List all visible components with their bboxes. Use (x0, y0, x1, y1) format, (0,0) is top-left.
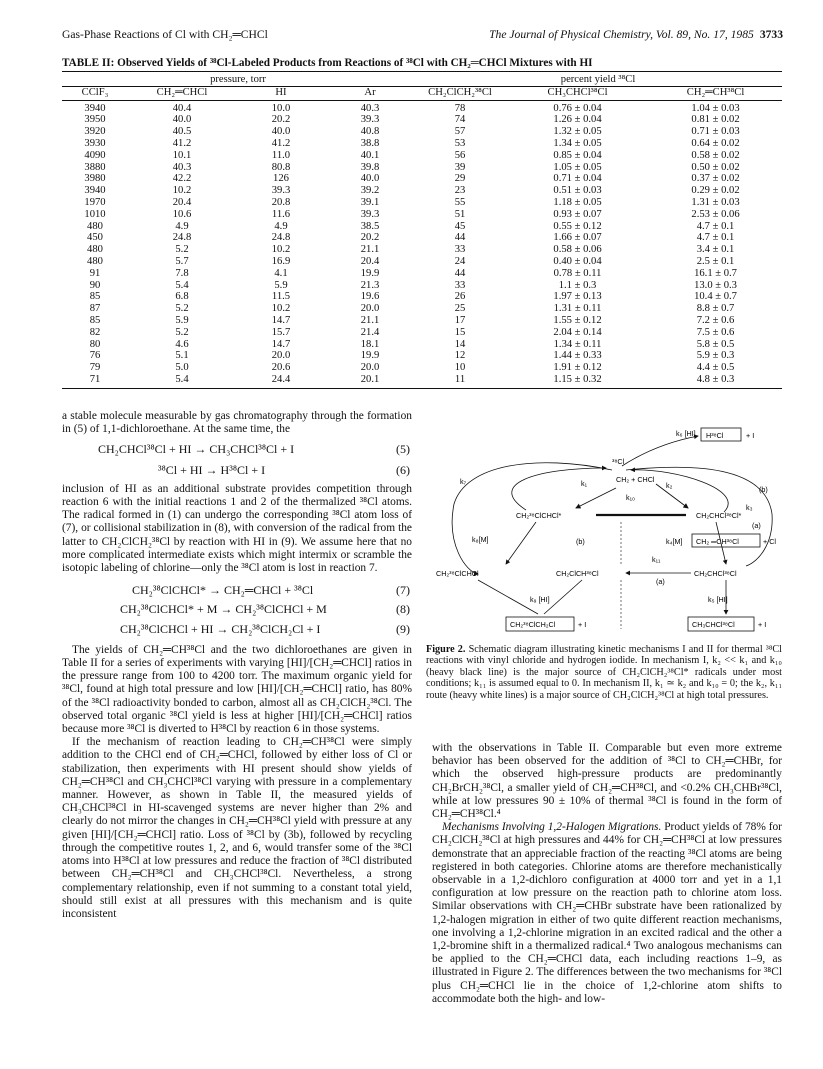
table-cell: 126 (273, 173, 289, 185)
table-cell: 76 (89, 350, 101, 362)
table-row (62, 114, 782, 126)
label-prod1: CH₂³⁸ClCH₂Cl (510, 620, 556, 629)
table-cell: 1.32 ± 0.05 (553, 126, 602, 138)
table-cell: 0.51 ± 0.03 (553, 185, 602, 197)
table-row (62, 362, 782, 374)
table-cell: 3920 (84, 126, 106, 138)
table-cell: 44 (454, 267, 466, 279)
section-heading: Mechanisms Involving 1,2-Halogen Migrations. (442, 821, 662, 834)
table-cell: 85 (89, 291, 101, 303)
table-cell: 3980 (84, 173, 106, 185)
table-cell: 82 (89, 326, 101, 338)
table-cell: 17 (454, 314, 466, 326)
table-cell: 5.8 ± 0.5 (696, 338, 735, 350)
label-k11: k₁₁ (652, 555, 661, 564)
table-cell: 11.6 (271, 208, 291, 220)
table-cell: 3.4 ± 0.1 (696, 244, 735, 256)
figure-2-caption (426, 644, 782, 701)
table-cell: 21.1 (360, 314, 380, 326)
table-cell: 12 (454, 350, 466, 362)
table-row (62, 374, 782, 388)
table-cell: 1.18 ± 0.05 (553, 196, 602, 208)
table-cell: 20.4 (360, 255, 380, 267)
running-header-title: Gas-Phase Reactions of Cl with CH₂═CHCl (62, 28, 268, 41)
table-cell: 3930 (84, 137, 106, 149)
table-cell: 33 (454, 279, 466, 291)
table-cell: 0.55 ± 0.12 (553, 220, 602, 232)
figure-2-diagram (426, 424, 782, 639)
table-cell: 87 (89, 303, 101, 315)
table-cell: 41.2 (271, 137, 291, 149)
table-cell: 16.9 (271, 255, 291, 267)
table-cell: 5.9 ± 0.3 (696, 350, 735, 362)
table-row (62, 100, 782, 114)
table-cell: 33 (454, 244, 466, 256)
table-cell: 3940 (84, 185, 106, 197)
table-cell: 39.3 (360, 208, 380, 220)
table-row (62, 173, 782, 185)
column-header: CClF₃ (62, 86, 128, 100)
table-cell: 4.9 (175, 220, 189, 232)
table-cell: 1.44 ± 0.33 (553, 350, 602, 362)
table-cell: 10 (454, 362, 466, 374)
table-cell: 11.0 (271, 149, 291, 161)
table-row (62, 126, 782, 138)
table-cell: 1.66 ± 0.07 (553, 232, 602, 244)
table-row (62, 138, 782, 150)
page-number: 3733 (759, 28, 783, 41)
table-cell: 78 (454, 102, 466, 114)
label-a-right: (a) (752, 521, 761, 530)
table-cell: 5.4 (128, 374, 236, 388)
table-cell: 16.1 ± 0.7 (694, 267, 737, 279)
label-k1: k₁ (581, 479, 588, 488)
table-row (62, 268, 782, 280)
paragraph: If the mechanism of reaction leading to CH₂═CH³⁸Cl were simply addition to the CHCl end of CH₂═CHCl, followed by either loss of Cl or stabilization, then experiments with HI present should show yields of CH₂═CH³⁸Cl and CH₃CHCl³⁸Cl varying with pressure in a complementary manner. However, as shown in Table II, the measured yields of CH₃CHCl³⁸Cl in HI-scavenged systems are never higher than 2% and clearly do not mirror the changes in CH₂═CH³⁸Cl yield with pressure at any given [HI]/[CH₂═CHCl] ratio. Loss of ³⁸Cl by (3b), followed by recycling through the competitive routes 1, 2, and 6, would transfer some of the ³⁸Cl atoms into H³⁸Cl at low pressures and reduce the fraction of ³⁸Cl distributed between CH₂═CH³⁸Cl and CH₃CHCl³⁸Cl. Nevertheless, a strong complementary relationship, even if not summing to a constant total yield, should still exist at all pressures with this mechanism and is quite inconsistent (62, 736, 412, 920)
table-cell: 39.3 (271, 185, 291, 197)
equation-text: CH₂³⁸ClCHCl + HI → CH₂³⁸ClCH₂Cl + I (120, 621, 321, 636)
table-cell: 74 (454, 114, 466, 126)
label-plus-i-3: + I (758, 620, 767, 629)
table-row (62, 162, 782, 174)
paragraph: a stable molecule measurable by gas chromatography through the formation in (5) of 1,1-dichloroethane. At the same time, the (62, 410, 412, 436)
equation-number: (6) (396, 462, 410, 477)
label-vinyl: CH₂ ═CH³⁸Cl (696, 537, 739, 546)
table-cell: 0.81 ± 0.02 (691, 114, 740, 126)
label-k2: k₂ (666, 481, 673, 490)
table-cell: 40.0 (172, 114, 192, 126)
paragraph: The yields of CH₂═CH³⁸Cl and the two dichloroethanes are given in Table II for a series of experiments with varying [HI]/[CH₂═CHCl] ratios in the pressure range from 100 to 4200 torr. The maximum organic yield for ³⁸Cl, found at high total pressure and low [HI]/[CH₂═CHCl] ratio, has 80% of the ³⁸Cl radioactivity bonded to carbon, almost all as CH₂ClCH₂³⁸Cl. The observed total organic ³⁸Cl yield is less at higher [HI]/[CH₂═CHCl] ratios because more ³⁸Cl is diverted to H³⁸Cl by reaction 6 in those systems. (62, 643, 412, 736)
table-cell: 5.2 (175, 244, 189, 256)
table-cell: 39.8 (360, 161, 380, 173)
equation-text: CH₂³⁸ClCHCl* + M → CH₂³⁸ClCHCl + M (120, 602, 327, 617)
label-k9hi: k₉ [HI] (530, 595, 550, 604)
label-b-mid: (b) (576, 537, 585, 546)
label-k5hi: k₅ [HI] (708, 595, 728, 604)
table-cell: 57 (454, 126, 466, 138)
table-row (62, 221, 782, 233)
table-cell: 4.8 ± 0.3 (649, 374, 782, 388)
table-cell: 26 (454, 291, 466, 303)
table-cell: 38.8 (360, 137, 380, 149)
table-cell: 40.1 (360, 149, 380, 161)
label-k6hi: k₆ [HI] (676, 429, 696, 438)
table-cell: 8.8 ± 0.7 (696, 303, 735, 315)
table-cell: 1.05 ± 0.05 (553, 161, 602, 173)
table-cell: 40.3 (360, 102, 380, 114)
table-cell: 5.7 (175, 255, 189, 267)
figure-caption-text: Schematic diagram illustrating kinetic mechanisms I and II for thermal ³⁸Cl reactions with vinyl chloride and hydrogen iodide. In mechanism I, k₂ << k₁ and k₁₀ (heavy black line) is the major source of CH₂ClCH₂³⁸Cl* radicals under most conditions; k₁₁ is assumed equal to 0. In mechanism II, k₁ ≃ k₂ and k₁₀ = 0; the k₂, k₁₁ route (heavy white lines) is a major source of CH₂ClCH₂³⁸Cl at high total pressures. (426, 644, 783, 701)
equation-8 (62, 603, 412, 616)
label-h38cl: H³⁸Cl (706, 431, 724, 440)
table-cell: 10.4 ± 0.7 (694, 291, 737, 303)
table-cell: 20.0 (271, 350, 291, 362)
table-cell: 0.85 ± 0.04 (553, 149, 602, 161)
table-row (62, 315, 782, 327)
table-cell: 1.55 ± 0.12 (553, 314, 602, 326)
equation-5 (62, 443, 412, 456)
table-cell: 7.2 ± 0.6 (696, 314, 735, 326)
label-k4m: k₄[M] (666, 537, 683, 546)
table-cell: 0.71 ± 0.03 (691, 126, 740, 138)
table-cell: 20.1 (326, 374, 414, 388)
table-cell: 5.1 (175, 350, 189, 362)
table-cell: 0.76 ± 0.04 (553, 102, 602, 114)
table-cell: 480 (87, 244, 103, 256)
label-k10: k₁₀ (626, 493, 636, 502)
label-stab3: CH₂CHCl³⁸Cl (694, 569, 737, 578)
table-row (62, 244, 782, 256)
table-cell: 20.2 (360, 232, 380, 244)
table-cell: 21.4 (360, 326, 380, 338)
table-cell: 1.31 ± 0.03 (691, 196, 740, 208)
table-row (62, 185, 782, 197)
table-cell: 7.8 (175, 267, 189, 279)
column-header: CH₂═CHCl (128, 86, 236, 100)
table-cell: 20.8 (271, 196, 291, 208)
table-cell: 5.9 (274, 279, 288, 291)
table-cell: 14.7 (271, 338, 291, 350)
equation-text: CH₂CHCl³⁸Cl + HI → CH₃CHCl³⁸Cl + I (98, 442, 295, 457)
table-cell: 44 (454, 232, 466, 244)
equation-text: CH₂³⁸ClCHCl* → CH₂═CHCl + ³⁸Cl (132, 583, 314, 598)
label-rad1: CH₂³⁸ClCHCl* (516, 511, 562, 520)
table-cell: 5.2 (175, 326, 189, 338)
table-cell: 42.2 (172, 173, 192, 185)
table-cell: 91 (89, 267, 101, 279)
table-cell: 1.97 ± 0.13 (553, 291, 602, 303)
table-cell: 85 (89, 314, 101, 326)
table-cell: 51 (454, 208, 466, 220)
table-cell: 0.58 ± 0.06 (553, 244, 602, 256)
column-header: CH₂═CH³⁸Cl (649, 86, 782, 100)
table-cell: 1.34 ± 0.11 (553, 338, 602, 350)
label-ch2chcl: CH₂ + CHCl (616, 475, 655, 484)
table-cell: 25 (454, 303, 466, 315)
column-header: CH₂ClCH₂³⁸Cl (414, 86, 506, 100)
table-cell: 23 (454, 185, 466, 197)
label-plus-cl: + Cl (763, 537, 776, 546)
equation-6 (62, 464, 412, 477)
table-row (62, 327, 782, 339)
table-cell: 39.1 (360, 196, 380, 208)
table-cell: 0.71 ± 0.04 (553, 173, 602, 185)
table-cell: 0.93 ± 0.07 (553, 208, 602, 220)
table-cell: 1.1 ± 0.3 (558, 279, 597, 291)
paragraph-text: Product yields of 78% for CH₂ClCH₂³⁸Cl at high pressures and 44% for CH₂═CH³⁸Cl at low pressures demonstrate that an appreciable fraction of the reacting ³⁸Cl atoms are being registered in both categories. Chlorine atoms are therefore mechanistically observable in a 1,2-dichloro configuration at 4000 torr and yet in a 1,1 configuration at low pressure on the reaction path to chlorine atom loss. Similar observations with CH₂═CHBr substrate have been rationalized by 1,2-halogen migration in either of two quite different reaction mechanisms, one involving a 1,2-chlorine migration in an excited radical and the other a 1,2-bromine shift in a thermalized radical.⁴ Two analogous mechanisms can be applied to the CH₂═CHCl data, each including reactions 1–9, as illustrated in Figure 2. The differences between the two mechanisms for ³⁸Cl plus CH₂═CHCl lie in the choice of 1,2-chlorine atom shifts to accommodate both the high- and low- (432, 821, 782, 1005)
table-cell: 24.4 (236, 374, 326, 388)
table-cell: 19.6 (360, 291, 380, 303)
label-rad2: CH₂CHCl³⁸Cl* (696, 511, 742, 520)
table-cell: 40.0 (360, 173, 380, 185)
table-cell: 41.2 (172, 137, 192, 149)
table-row (62, 150, 782, 162)
table-cell: 53 (454, 137, 466, 149)
table-cell: 10.2 (271, 244, 291, 256)
table-row (62, 303, 782, 315)
table-cell: 55 (454, 196, 466, 208)
table-cell: 5.4 (175, 279, 189, 291)
table-cell: 4.9 (274, 220, 288, 232)
table-cell: 1.04 ± 0.03 (691, 102, 740, 114)
table-cell: 1.26 ± 0.04 (553, 114, 602, 126)
table-cell: 20.0 (360, 362, 380, 374)
label-prod2: CH₃CHCl³⁸Cl (692, 620, 735, 629)
group-header-yield: percent yield ³⁸Cl (414, 72, 782, 87)
table-cell: 1.34 ± 0.05 (553, 137, 602, 149)
table-cell: 24.8 (172, 232, 192, 244)
table-cell: 0.58 ± 0.02 (691, 149, 740, 161)
equation-9 (62, 623, 412, 636)
table-cell: 79 (89, 362, 101, 374)
label-plus-i: + I (746, 431, 755, 440)
running-header-journal (489, 28, 783, 41)
table-cell: 10.2 (172, 185, 192, 197)
table-cell: 450 (87, 232, 103, 244)
table-row (62, 291, 782, 303)
table-caption: TABLE II: Observed Yields of ³⁸Cl-Labeled Products from Reactions of ³⁸Cl with CH₂═CHCl Mixtures with HI (62, 57, 593, 69)
label-k3: k₃ (746, 503, 753, 512)
table-cell: 18.1 (360, 338, 380, 350)
table-cell: 56 (454, 149, 466, 161)
table-cell: 39.2 (360, 185, 380, 197)
table-cell: 5.0 (175, 362, 189, 374)
table-row (62, 197, 782, 209)
table-cell: 0.64 ± 0.02 (691, 137, 740, 149)
table-cell: 4090 (84, 149, 106, 161)
table-cell: 1.15 ± 0.32 (506, 374, 649, 388)
table-cell: 40.4 (172, 102, 192, 114)
figure-label: Figure 2. (426, 644, 466, 655)
paragraph (432, 821, 782, 1006)
equation-7 (62, 584, 412, 597)
equation-text: ³⁸Cl + HI → H³⁸Cl + I (158, 462, 266, 477)
equation-number: (7) (396, 583, 410, 598)
right-column (432, 742, 782, 1006)
table-cell: 10.0 (271, 102, 291, 114)
table-cell: 24.8 (271, 232, 291, 244)
table-cell: 29 (454, 173, 466, 185)
table-cell: 19.9 (360, 267, 380, 279)
journal-citation: The Journal of Physical Chemistry, Vol. 89, No. 17, 1985 (489, 28, 754, 41)
table-cell: 13.0 ± 0.3 (694, 279, 737, 291)
equation-number: (8) (396, 602, 410, 617)
table-cell: 15.7 (271, 326, 291, 338)
table-cell: 3880 (84, 161, 106, 173)
table-cell: 19.9 (360, 350, 380, 362)
table-cell: 80.8 (271, 161, 291, 173)
table-cell: 40.8 (360, 126, 380, 138)
table-cell: 40.5 (172, 126, 192, 138)
table-cell: 10.1 (172, 149, 192, 161)
label-a-mid: (a) (656, 577, 665, 586)
table-cell: 38.5 (360, 220, 380, 232)
table-cell: 1970 (84, 196, 106, 208)
table-cell: 10.6 (172, 208, 192, 220)
yields-table (62, 71, 782, 389)
table-cell: 2.04 ± 0.14 (553, 326, 602, 338)
table-cell: 20.2 (271, 114, 291, 126)
label-plus-i-2: + I (578, 620, 587, 629)
table-cell: 0.37 ± 0.02 (691, 173, 740, 185)
label-k7: k₇ (460, 477, 467, 486)
table-cell: 0.40 ± 0.04 (553, 255, 602, 267)
table-cell: 11 (414, 374, 506, 388)
table-row (62, 350, 782, 362)
label-stab1: CH₂³⁸ClCHCl (436, 569, 479, 578)
group-header-pressure: pressure, torr (62, 72, 414, 87)
table-cell: 21.1 (360, 244, 380, 256)
table-cell: 90 (89, 279, 101, 291)
table-cell: 6.8 (175, 291, 189, 303)
column-header: Ar (326, 86, 414, 100)
table-row (62, 209, 782, 221)
table-cell: 1.31 ± 0.11 (553, 303, 602, 315)
table-cell: 14 (454, 338, 466, 350)
label-k8m: k₈[M] (472, 535, 489, 544)
table-cell: 20.0 (360, 303, 380, 315)
table-cell: 1.91 ± 0.12 (553, 362, 602, 374)
table-cell: 5.9 (175, 314, 189, 326)
label-38cl: ³⁸Cl (612, 457, 625, 466)
table-cell: 4.7 ± 0.1 (696, 232, 735, 244)
table-cell: 7.5 ± 0.6 (696, 326, 735, 338)
table-cell: 1010 (84, 208, 106, 220)
left-column (62, 410, 412, 921)
table-cell: 3940 (84, 102, 106, 114)
table-cell: 40.3 (172, 161, 192, 173)
table-cell: 2.5 ± 0.1 (696, 255, 735, 267)
table-cell: 480 (87, 220, 103, 232)
table-cell: 4.6 (175, 338, 189, 350)
table-cell: 20.6 (271, 362, 291, 374)
table-cell: 0.78 ± 0.11 (553, 267, 602, 279)
table-cell: 45 (454, 220, 466, 232)
table-cell: 0.29 ± 0.02 (691, 185, 740, 197)
table-row (62, 256, 782, 268)
paragraph: with the observations in Table II. Comparable but even more extreme behavior has been observed for the addition of ³⁸Cl to CH₂═CHBr, for which the observed high-pressure products are predominantly CH₂BrCH₂³⁸Cl, a smaller yield of CH₂═CH³⁸Cl, and <0.2% CH₃CHBr³⁸Cl, while at low pressures 90 ± 10% of thermal ³⁸Cl is found in the form of CH₂═CH³⁸Cl.⁴ (432, 742, 782, 821)
paragraph: inclusion of HI as an additional substrate provides competition through reaction 6 with the initial reactions 1 and 2 of the thermalized ³⁸Cl atoms. The radical formed in (1) can undergo the corresponding ³⁸Cl atom loss of (7), or collisional stabilization in (8), with conversion of the radical from the latter to CH₂ClCH₂³⁸Cl by reaction with HI in (9). We assume here that no more complicated intermediate exists which might intermix or scramble the isotopic labeling of chlorine—only the ³⁸Cl atom is lost in reaction 7. (62, 482, 412, 575)
equation-number: (9) (396, 621, 410, 636)
table-cell: 3950 (84, 114, 106, 126)
table-cell: 24 (454, 255, 466, 267)
table-cell: 15 (454, 326, 466, 338)
table-cell: 80 (89, 338, 101, 350)
label-stab2: CH₂ClCH³⁸Cl (556, 569, 599, 578)
table-cell: 21.3 (360, 279, 380, 291)
table-cell: 39 (454, 161, 466, 173)
table-row (62, 232, 782, 244)
table-cell: 2.53 ± 0.06 (691, 208, 740, 220)
label-b-right: (b) (759, 485, 768, 494)
table-cell: 4.7 ± 0.1 (696, 220, 735, 232)
table-cell: 20.4 (172, 196, 192, 208)
column-header: HI (236, 86, 326, 100)
equation-number: (5) (396, 442, 410, 457)
column-header: CH₃CHCl³⁸Cl (506, 86, 649, 100)
table-row (62, 339, 782, 351)
table-cell: 71 (62, 374, 128, 388)
table-cell: 5.2 (175, 303, 189, 315)
table-cell: 480 (87, 255, 103, 267)
table-cell: 40.0 (271, 126, 291, 138)
table-cell: 10.2 (271, 303, 291, 315)
table-cell: 11.5 (271, 291, 291, 303)
table-cell: 0.50 ± 0.02 (691, 161, 740, 173)
table-cell: 4.1 (274, 267, 288, 279)
table-cell: 39.3 (360, 114, 380, 126)
table-cell: 4.4 ± 0.5 (696, 362, 735, 374)
table-row (62, 280, 782, 292)
table-cell: 14.7 (271, 314, 291, 326)
